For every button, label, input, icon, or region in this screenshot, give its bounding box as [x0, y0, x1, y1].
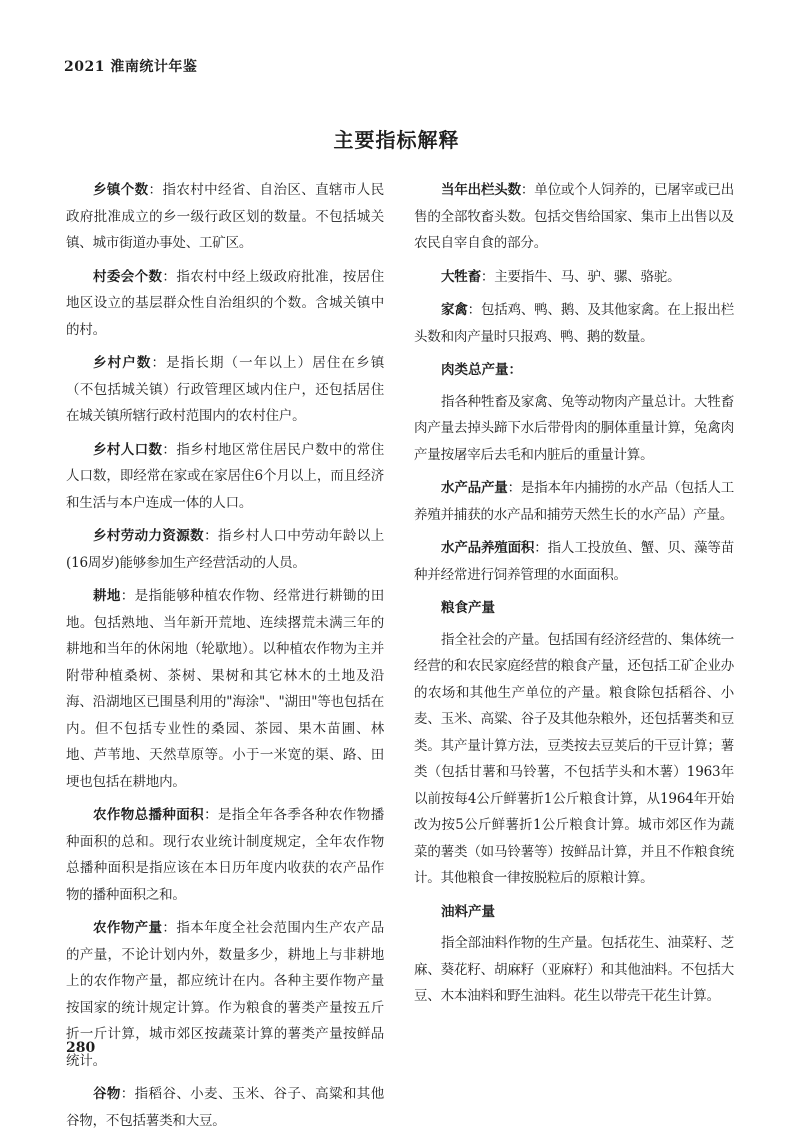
term-separator: ：	[507, 480, 521, 496]
entry-text: 是指本年内捕捞的水产品（包括人工养殖并捕获的水产品和捕劳天然生长的水产品）产量。	[414, 480, 734, 523]
entry-text: 指全社会的产量。包括国有经济经营的、集体统一经营的和农民家庭经营的粮食产量，还包括工矿企业办的农场和其他生产单位的产量。粮食除包括稻谷、小麦、玉米、高粱、谷子及其他杂粮外，还包括薯类和豆类。其产量计算方法，豆类按去豆荚后的干豆计算；薯类（包括甘薯和马铃薯，不包括芋头和木薯）1963年以前按每4公斤鲜薯折1公斤粮食计算，从1964年开始改为按5公斤鲜薯折1公斤粮食计算。城市郊区作为蔬菜的薯类（如马铃薯等）按鲜品计算，并且不作粮食统计。其他粮食一律按脱粒后的原粮计算。	[414, 631, 734, 886]
heading-grain-output: 粮食产量	[441, 600, 495, 616]
page-number: 280	[66, 1040, 96, 1056]
entry-poultry	[414, 297, 734, 350]
entry-term: 谷物	[93, 1086, 121, 1102]
entry-rural-population	[66, 437, 384, 517]
entry-grain-output-body	[414, 627, 734, 892]
entry-text: 指乡村人口中劳动年龄以上(16周岁)能够参加生产经营活动的人员。	[66, 528, 384, 571]
entry-text: 单位或个人饲养的，已屠宰或已出售的全部牧畜头数。包括交售给国家、集市上出售以及农民自宰自食的部分。	[414, 182, 734, 251]
entry-term: 水产品养殖面积	[441, 540, 535, 556]
entry-text: 包括鸡、鸭、鹅、及其他家禽。在上报出栏头数和肉产量时只报鸡、鸭、鹅的数量。	[414, 302, 734, 345]
term-separator: ：	[480, 268, 495, 285]
entry-term: 农作物总播种面积	[93, 807, 205, 823]
entry-text: 是指长期（一年以上）居住在乡镇（不包括城关镇）行政管理区域内住户，还包括居住在城关镇所辖行政村范围内的农村住户。	[66, 355, 385, 424]
entry-text: 指人工投放鱼、蟹、贝、藻等苗种并经常进行饲养管理的水面面积。	[414, 540, 734, 583]
entry-term: 当年出栏头数	[441, 182, 521, 198]
term-separator: ：	[162, 441, 177, 458]
entry-crop-output	[66, 915, 384, 1074]
entry-text: 指农村中经省、自治区、直辖市人民政府批准成立的乡一级行政区划的数量。不包括城关镇、城市街道办事处、工矿区。	[66, 182, 384, 251]
entry-township-count	[66, 177, 384, 257]
entry-rural-households	[66, 350, 384, 430]
entry-meat-output-body	[414, 389, 734, 469]
heading-oil-crop-output: 油料产量	[441, 903, 495, 920]
term-separator: ：	[162, 920, 177, 936]
term-separator: ：	[120, 588, 135, 604]
page-title: 主要指标解释	[333, 128, 460, 152]
entry-term: 水产品产量	[441, 480, 508, 496]
entry-term: 耕地	[93, 588, 121, 604]
term-separator: ：	[534, 540, 548, 556]
term-separator: ：	[162, 268, 177, 285]
entry-term: 家禽	[441, 302, 468, 318]
entry-term: 乡村人口数	[93, 441, 163, 458]
term-separator: ：	[120, 1086, 135, 1102]
entry-term: 农作物产量	[93, 920, 163, 936]
left-column	[66, 177, 384, 1141]
entry-slaughtered-head	[414, 177, 734, 257]
term-separator: ：	[204, 528, 218, 544]
entry-large-livestock	[414, 264, 734, 291]
entry-oil-crop-output-body	[414, 930, 734, 1010]
entry-text: 指各种牲畜及家禽、兔等动物肉产量总计。大牲畜肉产量去掉头蹄下水后带骨肉的胴体重量计算，兔禽肉产量按屠宰后去毛和内脏后的重量计算。	[414, 393, 734, 463]
term-separator: ：	[204, 807, 218, 823]
entry-aquaculture-area	[414, 535, 734, 588]
entry-term: 乡镇个数	[93, 182, 149, 198]
entry-term: 乡村户数	[93, 355, 152, 371]
entry-text: 指本年度全社会范围内生产农产品的产量，不论计划内外，数量多少，耕地上与非耕地上的农作物产量，都应统计在内。各种主要作物产量按国家的统计规定计算。作为粮食的薯类产量按五斤折一斤计算，城市郊区按蔬菜计算的薯类产量按鲜品统计。	[66, 920, 384, 1069]
entry-term: 大牲畜	[441, 268, 481, 285]
term-separator: ：	[148, 182, 163, 198]
entry-aquatic-output	[414, 475, 734, 528]
term-separator: ：	[467, 302, 481, 318]
heading-meat-output: 肉类总产量：	[441, 362, 522, 378]
term-separator: ：	[520, 182, 535, 198]
entry-term: 乡村劳动力资源数	[93, 528, 205, 544]
entry-rural-labor	[66, 523, 384, 576]
entry-sown-area	[66, 802, 384, 908]
entry-text: 指农村中经上级政府批准，按居住地区设立的基层群众性自治组织的个数。含城关镇中的村。	[66, 268, 384, 338]
entry-text: 是指全年各季各种农作物播种面积的总和。现行农业统计制度规定，全年农作物总播种面积是指应该在本日历年度内收获的农产品作物的播种面积之和。	[66, 807, 384, 903]
entry-text: 主要指牛、马、驴、骡、骆驼。	[494, 268, 681, 285]
entry-text: 指乡村地区常住居民户数中的常住人口数，即经常在家或在家居住6个月以上，而且经济和生活与本户连成一体的人口。	[66, 441, 384, 511]
entry-village-committee-count	[66, 264, 384, 344]
running-header: 2021 淮南统计年鉴	[64, 59, 198, 75]
entry-text: 指全部油料作物的生产量。包括花生、油菜籽、芝麻、葵花籽、胡麻籽（亚麻籽）和其他油料。不包括大豆、木本油料和野生油料。花生以带壳干花生计算。	[414, 935, 734, 1004]
right-column	[414, 177, 734, 1017]
entry-term: 村委会个数	[93, 268, 163, 285]
entry-cereals	[66, 1081, 384, 1134]
entry-cultivated-land	[66, 583, 384, 795]
term-separator: ：	[151, 355, 167, 371]
entry-text: 指稻谷、小麦、玉米、谷子、高粱和其他谷物，不包括薯类和大豆。	[66, 1086, 384, 1129]
entry-text: 是指能够种植农作物、经常进行耕锄的田地。包括熟地、当年新开荒地、连续撂荒未满三年的耕地和当年的休闲地（轮歇地）。以种植农作物为主并附带种植桑树、茶树、果树和其它林木的土地及沿海、沿湖地区已围垦利用的"海涂"、"湖田"等也包括在内。但不包括专业性的桑园、茶园、果木苗圃、林地、芦苇地、天然草原等。小于一米宽的渠、路、田埂也包括在耕地内。	[66, 588, 384, 790]
